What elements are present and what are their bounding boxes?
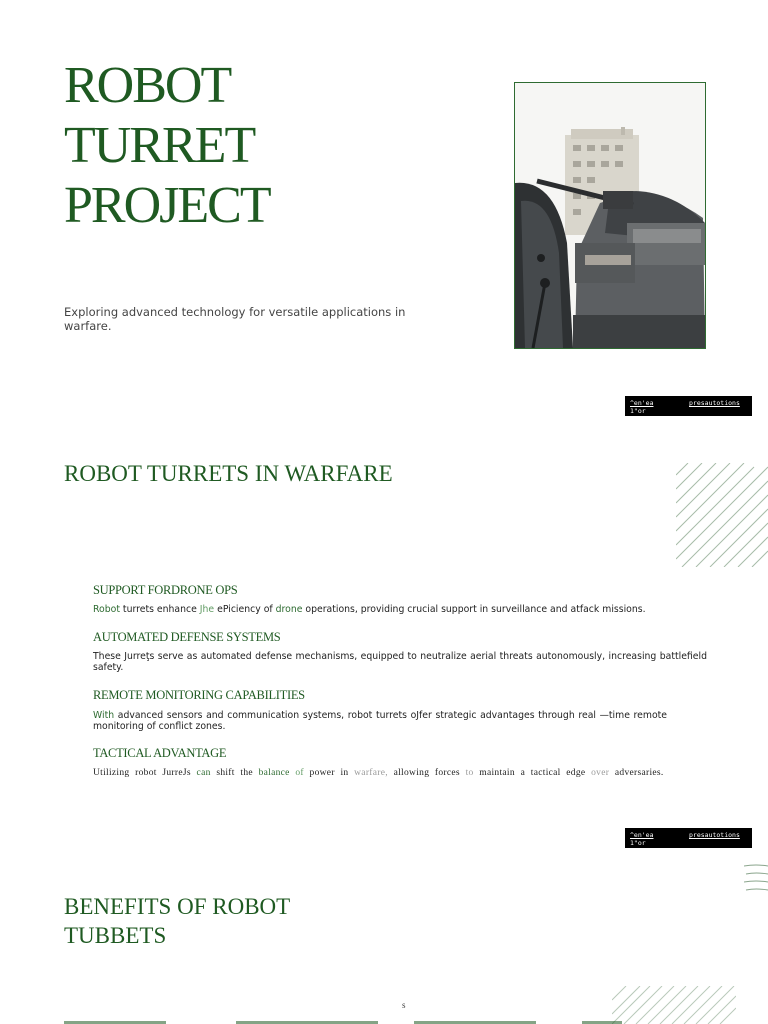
item-heading-defense: AUTOMATED DEFENSE SYSTEMS [93,630,281,644]
item-body-drone-ops: Robot turrets enhance Jhe ePiciency of drone operations, providing crucial support in surveillance and atfack missions. [93,604,646,615]
tag-link[interactable]: presautotions [689,831,740,839]
item-body-tactical: Utilizing robot JurreJs can shift the balance of power in warfare, allowing forces to maintain a tactical edge over adversaries. [93,768,664,778]
tag-text-a: ^en'ea [630,831,654,839]
presentation-tag [625,396,752,416]
diagonal-lines-decoration [676,463,768,567]
tag-text-a: ^en'ea [630,399,654,407]
item-heading-drone-ops: SUPPORT FORDRONE OPS [93,583,238,597]
turret-illustration [515,83,705,348]
section-title-benefits [64,892,290,950]
page-title [64,56,270,236]
cropped-next-row [64,1019,624,1024]
item-body-defense: These Jurreţs serve as automated defense mechanisms, equipped to neutralize aerial threats autonomously, increasing battlefield safety. [93,651,707,673]
tag-text-c: 1"or [630,839,646,847]
tag-text-c: 1"or [630,407,646,415]
wave-lines-decoration [744,862,768,894]
title-line-2: TURRET [64,117,255,174]
benefits-title-line-2: TUBBETS [64,923,167,948]
section-title-warfare: ROBOT TURRETS IN WARFARE [64,461,393,486]
title-line-3: PROJECT [64,177,270,234]
title-line-1: ROBOT [64,57,231,114]
presentation-tag-2 [625,828,752,848]
page-number: s [402,1000,406,1010]
item-heading-tactical: TACTICAL ADVANTAGE [93,746,227,760]
benefits-title-line-1: BENEFITS OF ROBOT [64,894,291,919]
diagonal-lines-decoration-bottom [612,986,736,1024]
item-heading-monitoring: REMOTE MONITORING CAPABILITIES [93,688,305,702]
turret-photo [514,82,706,349]
hero-subtitle: Exploring advanced technology for versatile applications in warfare. [64,305,406,333]
tag-link[interactable]: presautotions [689,399,740,407]
item-body-monitoring: With advanced sensors and communication systems, robot turrets oJfer strategic advantages through real —time remote monitoring of conflict zones. [93,710,667,732]
